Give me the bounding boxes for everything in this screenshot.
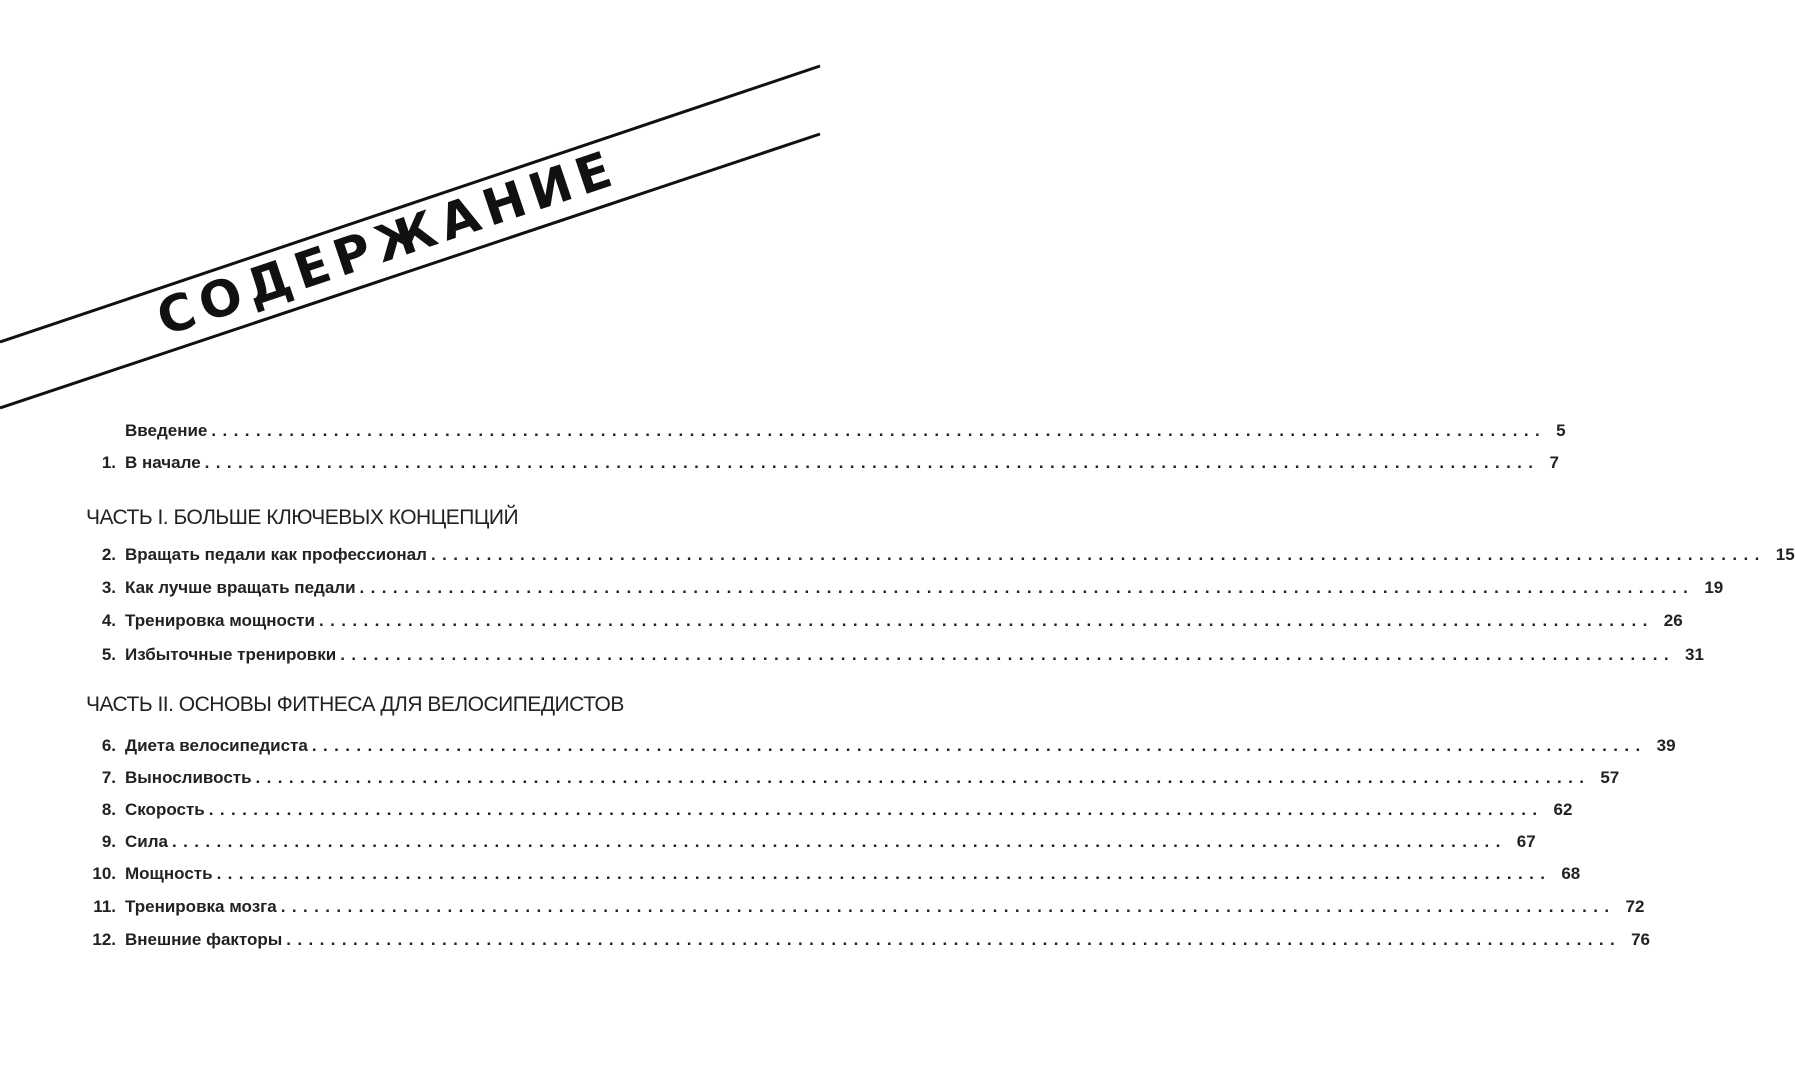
entry-number: 11.	[93, 897, 116, 916]
toc-entry-chapter-10[interactable]	[80, 864, 1581, 890]
dot-leader: ........................................................................................................................	[430, 545, 1766, 564]
entry-number: 10.	[92, 864, 116, 883]
toc-entry-introduction[interactable]	[80, 421, 1566, 447]
entry-page-number: 39	[1656, 736, 1676, 755]
entry-page-number: 62	[1553, 800, 1573, 819]
entry-number: 4.	[101, 611, 116, 630]
entry-title: Вращать педали как профессионал	[125, 545, 427, 564]
dot-leader: ........................................................................................................................	[216, 864, 1552, 883]
dot-leader: ........................................................................................................................	[318, 611, 1654, 630]
entry-title: Сила	[125, 832, 168, 851]
toc-entry-chapter-11[interactable]	[80, 897, 1645, 923]
entry-title: Избыточные тренировки	[125, 645, 337, 664]
toc-entry-chapter-5[interactable]	[80, 645, 1704, 671]
toc-entry-chapter-8[interactable]	[80, 800, 1573, 826]
toc-entry-chapter-9[interactable]	[80, 832, 1536, 858]
entry-number: 12.	[92, 930, 116, 949]
entry-title: Скорость	[125, 800, 205, 819]
entry-page-number: 15	[1775, 545, 1795, 564]
dot-leader: ........................................................................................................................	[171, 832, 1507, 851]
entry-page-number: 68	[1561, 864, 1581, 883]
entry-number: 1.	[101, 453, 116, 472]
entry-title: Тренировка мозга	[125, 897, 277, 916]
toc-entry-chapter-12[interactable]	[80, 930, 1650, 956]
dot-leader: ........................................................................................................................	[255, 768, 1591, 787]
dot-leader: ........................................................................................................................	[280, 897, 1616, 916]
entry-page-number: 76	[1631, 930, 1650, 949]
toc-entry-chapter-3[interactable]	[80, 578, 1724, 604]
toc-entry-chapter-2[interactable]	[80, 545, 1795, 571]
dot-leader: ........................................................................................................................	[311, 736, 1647, 755]
entry-page-number: 67	[1516, 832, 1536, 851]
entry-number: 2.	[101, 545, 116, 564]
dot-leader: ........................................................................................................................	[340, 645, 1676, 664]
entry-title: Диета велосипедиста	[125, 736, 308, 755]
entry-page-number: 7	[1549, 453, 1559, 472]
toc-entry-chapter-6[interactable]	[80, 736, 1676, 762]
entry-title: Введение	[125, 421, 208, 440]
toc-entry-chapter-4[interactable]	[80, 611, 1683, 637]
entry-number: 6.	[101, 736, 116, 755]
toc-entry-chapter-1[interactable]	[80, 453, 1559, 479]
entry-number: 3.	[101, 578, 116, 597]
entry-number: 9.	[101, 832, 116, 851]
entry-title: В начале	[125, 453, 201, 472]
entry-page-number: 72	[1625, 897, 1645, 916]
entry-page-number: 5	[1556, 421, 1566, 440]
entry-title: Внешние факторы	[125, 930, 283, 949]
dot-leader: ........................................................................................................................	[204, 453, 1540, 472]
entry-title: Мощность	[125, 864, 213, 883]
entry-page-number: 31	[1685, 645, 1704, 664]
entry-page-number: 26	[1663, 611, 1683, 630]
entry-number: 7.	[101, 768, 116, 787]
dot-leader: ........................................................................................................................	[286, 930, 1622, 949]
entry-page-number: 19	[1704, 578, 1724, 597]
entry-title: Тренировка мощности	[125, 611, 315, 630]
dot-leader: ........................................................................................................................	[211, 421, 1547, 440]
dot-leader: ........................................................................................................................	[359, 578, 1695, 597]
dot-leader: ........................................................................................................................	[208, 800, 1544, 819]
entry-page-number: 57	[1600, 768, 1620, 787]
entry-title: Выносливость	[125, 768, 252, 787]
part-2-heading: ЧАСТЬ II. ОСНОВЫ ФИТНЕСА ДЛЯ ВЕЛОСИПЕДИСТОВ	[86, 693, 624, 716]
entry-number: 8.	[101, 800, 116, 819]
toc-entry-chapter-7[interactable]	[80, 768, 1620, 794]
part-1-heading: ЧАСТЬ I. БОЛЬШЕ КЛЮЧЕВЫХ КОНЦЕПЦИЙ	[86, 506, 519, 529]
page-title: СОДЕРЖАНИЕ	[149, 138, 626, 348]
entry-number: 5.	[101, 645, 116, 664]
entry-title: Как лучше вращать педали	[125, 578, 356, 597]
